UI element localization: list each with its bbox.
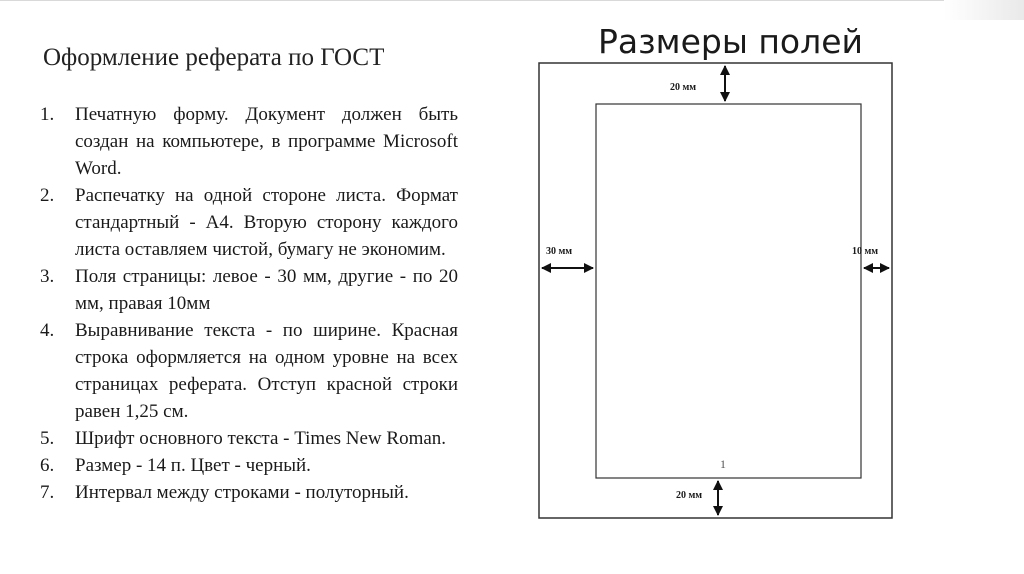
list-item-number: 4. xyxy=(40,320,55,341)
list-item-text: Распечатку на одной стороне листа. Формат стандартный - А4. Вторую сторону каждого листа оставляем чистой, бумагу не экономим. xyxy=(75,185,458,260)
list-item-text: Шрифт основного текста - Times New Roman. xyxy=(75,428,447,449)
list-item-number: 2. xyxy=(40,185,55,206)
text-area-outline xyxy=(596,104,861,478)
top-margin-label: 20 мм xyxy=(670,82,697,93)
list-item-number: 6. xyxy=(40,455,55,476)
list-item-text: Поля страницы: левое - 30 мм, другие - по 20 мм, правая 10мм xyxy=(75,266,458,314)
left-margin-label: 30 мм xyxy=(546,246,573,257)
list-item-number: 1. xyxy=(40,104,55,125)
list-item-number: 5. xyxy=(40,428,55,449)
right-margin-label: 10 мм xyxy=(852,246,879,257)
list-item-text: Размер - 14 п. Цвет - черный. xyxy=(75,455,311,476)
list-item-number: 7. xyxy=(40,482,55,503)
slide-title: Оформление реферата по ГОСТ xyxy=(43,44,385,71)
list-item-number: 3. xyxy=(40,266,55,287)
diagram-title: Размеры полей xyxy=(598,22,863,61)
list-item-text: Интервал между строками - полуторный. xyxy=(75,482,409,503)
page-number: 1 xyxy=(720,457,726,471)
bottom-margin-label: 20 мм xyxy=(676,490,703,501)
list-item-text: Выравнивание текста - по ширине. Красная строка оформляется на одном уровне на всех страницах реферата. Отступ красной строки равен 1,25 см. xyxy=(75,320,458,422)
list-item-text: Печатную форму. Документ должен быть создан на компьютере, в программе Microsoft Word. xyxy=(75,104,458,179)
sheet-outline xyxy=(539,63,892,518)
